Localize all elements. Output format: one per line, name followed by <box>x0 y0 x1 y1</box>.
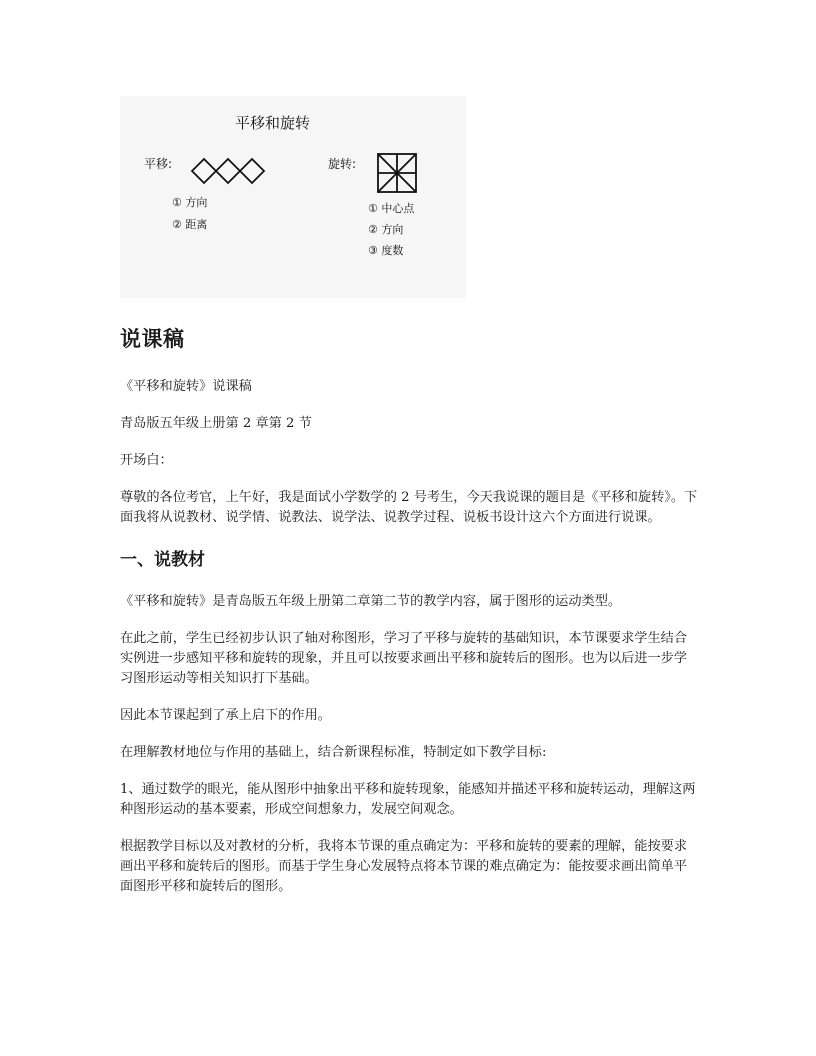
paragraph-5: 1、通过数学的眼光，能从图形中抽象出平移和旋转现象，能感知并描述平移和旋转运动，理解这两种图形运动的基本要素，形成空间想象力，发展空间观念。 <box>120 782 696 817</box>
paragraph-3: 因此本节课起到了承上启下的作用。 <box>120 708 331 723</box>
sketch-translation-label: 平移: <box>144 157 173 171</box>
paragraph-1: 《平移和旋转》是青岛版五年级上册第二章第二节的教学内容，属于图形的运动类型。 <box>120 594 622 609</box>
opening-paragraph: 尊敬的各位考官，上午好，我是面试小学数学的 2 号考生，今天我说课的题目是《平移和旋转》。下面我将从说教材、说学情、说教法、说学法、说教学过程、说板书设计这六个方面进行说课。 <box>120 490 698 525</box>
paragraph-4: 在理解教材地位与作用的基础上，结合新课程标准，特制定如下教学目标: <box>120 745 547 760</box>
textbook-edition: 青岛版五年级上册第 2 章第 2 节 <box>120 416 312 431</box>
paragraph-2: 在此之前，学生已经初步认识了轴对称图形，学习了平移与旋转的基础知识，本节课要求学生结合实例进一步感知平移和旋转的现象，并且可以按要求画出平移和旋转后的图形。也为以后进一步学习图形运动等相关知识打下基础。 <box>120 631 688 686</box>
sketch-rotation-label: 旋转: <box>328 157 357 171</box>
sketch-drawing <box>120 96 466 298</box>
whiteboard-sketch-image <box>120 96 466 298</box>
section-1-heading: 一、说教材 <box>120 550 205 570</box>
sketch-rotation-item-3: ③ 度数 <box>368 244 404 257</box>
sketch-translation-item-2: ② 距离 <box>172 218 208 231</box>
rotation-pinwheel-icon <box>378 154 416 192</box>
paragraph-6: 根据教学目标以及对教材的分析，我将本节课的重点确定为：平移和旋转的要素的理解，能按要求画出平移和旋转后的图形。而基于学生身心发展特点将本节课的难点确定为：能按要求画出简单平面图形平移和旋转后的图形。 <box>120 839 688 894</box>
sketch-rotation-item-1: ① 中心点 <box>368 202 415 215</box>
sketch-title: 平移和旋转 <box>235 114 311 132</box>
translation-diamonds-icon <box>192 159 264 183</box>
sketch-rotation-item-2: ② 方向 <box>368 223 404 236</box>
opening-label: 开场白： <box>120 453 173 468</box>
document-heading: 说课稿 <box>120 327 185 351</box>
sketch-translation-item-1: ① 方向 <box>172 196 208 209</box>
document-page <box>120 96 700 897</box>
course-title: 《平移和旋转》说课稿 <box>120 379 252 394</box>
